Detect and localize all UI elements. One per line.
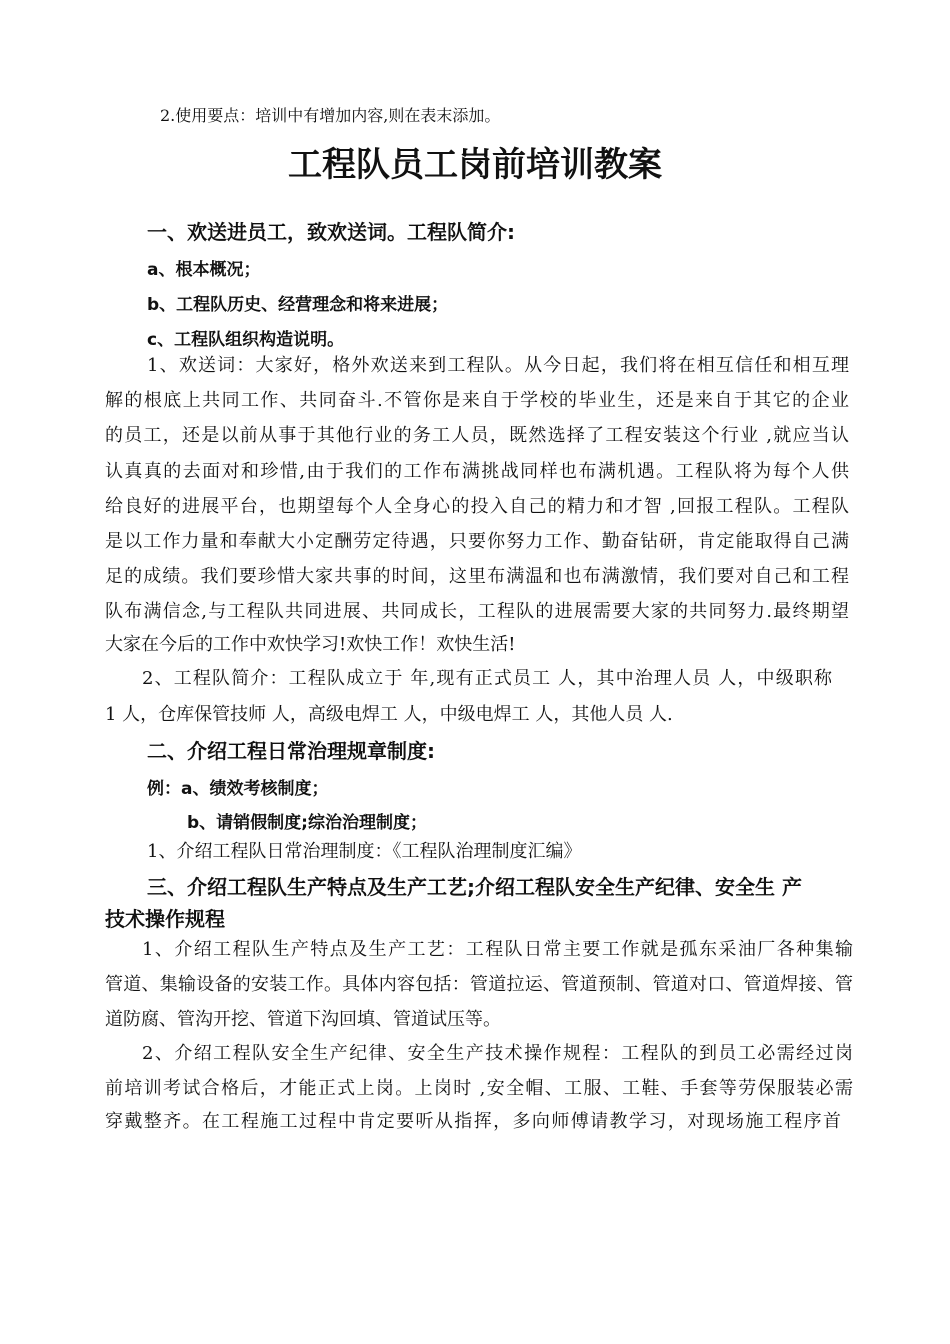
section1-heading: 一、欢送进员工，致欢送词。工程队简介:: [147, 220, 515, 244]
production-features-line: 1、介绍工程队生产特点及生产工艺：工程队日常主要工作就是孤东采油厂各种集输: [142, 939, 853, 960]
team-intro-line: 1 人，仓库保管技师 人，高级电焊工 人，中级电焊工 人，其他人员 人.: [105, 704, 673, 725]
section3-heading: 三、介绍工程队生产特点及生产工艺;介绍工程队安全生产纪律、安全生 产: [147, 875, 802, 899]
section2-item-a: 例：a、绩效考核制度；: [147, 779, 329, 799]
welcome-speech-line: 队布满信念,与工程队共同进展、共同成长，工程队的进展需要大家的共同努力.最终期望: [105, 601, 849, 622]
management-rules-line: 1、介绍工程队日常治理制度：《工程队治理制度汇编》: [147, 841, 582, 862]
team-intro-line: 2、工程队简介：工程队成立于 年,现有正式员工 人，其中治理人员 人，中级职称: [142, 668, 832, 689]
welcome-speech-line: 大家在今后的工作中欢快学习!欢快工作！欢快生活!: [105, 634, 516, 655]
welcome-speech-line: 解的根底上共同工作、共同奋斗.不管你是来自于学校的毕业生，还是来自于其它的企业: [105, 390, 849, 411]
safety-rules-line: 穿戴整齐。在工程施工过程中肯定要听从指挥，多向师傅请教学习，对现场施工程序首: [105, 1111, 841, 1132]
document-title: 工程队员工岗前培训教案: [288, 145, 662, 185]
safety-rules-line: 前培训考试合格后，才能正式上岗。上岗时 ,安全帽、工服、工鞋、手套等劳保服装必需: [105, 1078, 853, 1099]
welcome-speech-line: 给良好的进展平台，也期望每个人全身心的投入自己的精力和才智 ,回报工程队。工程队: [105, 496, 849, 517]
section1-item-b: b、工程队历史、经营理念和将来进展；: [147, 295, 449, 315]
welcome-speech-line: 的员工，还是以前从事于其他行业的务工人员，既然选择了工程安装这个行业 ,就应当认: [105, 425, 849, 446]
section3-heading-cont: 技术操作规程: [105, 907, 225, 931]
safety-rules-line: 2、介绍工程队安全生产纪律、安全生产技术操作规程：工程队的到员工必需经过岗: [142, 1043, 853, 1064]
section2-item-b: b、请销假制度;综治治理制度；: [187, 813, 427, 833]
usage-note: 2.使用要点：培训中有增加内容,则在表末添加。: [160, 106, 501, 125]
welcome-speech-line: 是以工作力量和奉献大小定酬劳定待遇，只要你努力工作、勤奋钻研，肯定能取得自己满: [105, 531, 849, 552]
welcome-speech-line: 认真真的去面对和珍惜,由于我们的工作布满挑战同样也布满机遇。工程队将为每个人供: [105, 461, 849, 482]
section1-item-a: a、根本概况；: [147, 260, 261, 280]
production-features-line: 管道、集输设备的安装工作。具体内容包括：管道拉运、管道预制、管道对口、管道焊接、管: [105, 974, 853, 995]
section1-item-c: c、工程队组织构造说明。: [147, 330, 345, 350]
production-features-line: 道防腐、管沟开挖、管道下沟回填、管道试压等。: [105, 1009, 501, 1030]
welcome-speech-line: 1、欢送词：大家好，格外欢送来到工程队。从今日起，我们将在相互信任和相互理: [147, 355, 849, 376]
welcome-speech-line: 足的成绩。我们要珍惜大家共事的时间，这里布满温和也布满激情，我们要对自己和工程: [105, 566, 849, 587]
section2-heading: 二、介绍工程日常治理规章制度:: [147, 739, 435, 763]
